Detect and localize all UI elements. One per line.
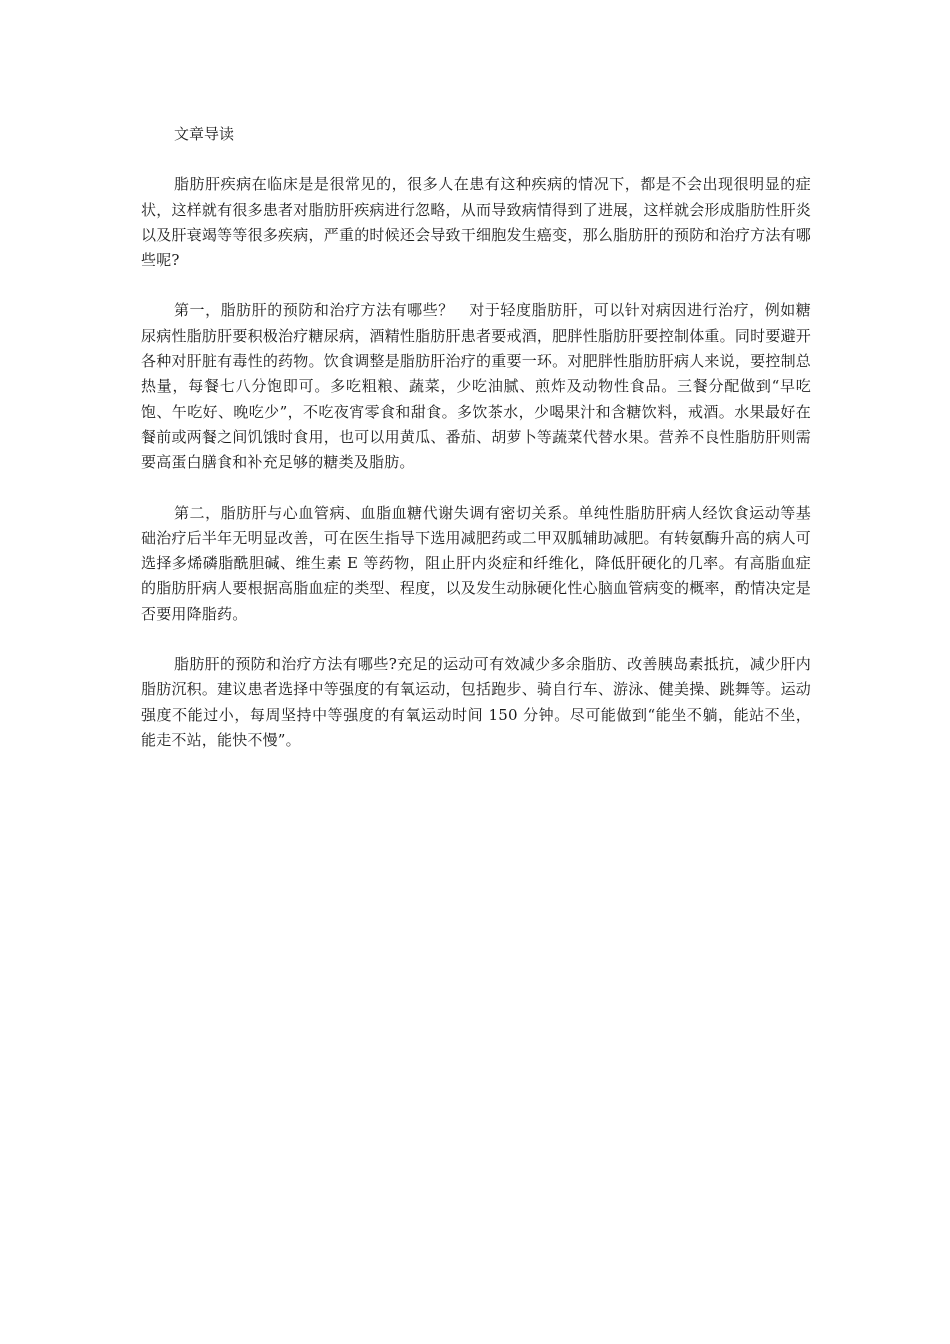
- second-point-paragraph: 第二，脂肪肝与心血管病、血脂血糖代谢失调有密切关系。单纯性脂肪肝病人经饮食运动等基础治疗后半年无明显改善，可在医生指导下选用减肥药或二甲双胍辅助减肥。有转氨酶升高的病人可选择多烯磷脂酰胆碱、维生素 E 等药物，阻止肝内炎症和纤维化，降低肝硬化的几率。有高脂血症的脂肪肝病人要根据高脂血症的类型、程度，以及发生动脉硬化性心脑血管病变的概率，酌情决定是否要用降脂药。: [141, 503, 811, 623]
- article-body: [141, 122, 811, 778]
- first-point-paragraph: 第一，脂肪肝的预防和治疗方法有哪些？ 对于轻度脂肪肝，可以针对病因进行治疗，例如糖尿病性脂肪肝要积极治疗糖尿病，酒精性脂肪肝患者要戒酒，肥胖性脂肪肝要控制体重。同时要避开各种对肝脏有毒性的药物。饮食调整是脂肪肝治疗的重要一环。对肥胖性脂肪肝病人来说，要控制总热量，每餐七八分饱即可。多吃粗粮、蔬菜，少吃油腻、煎炸及动物性食品。三餐分配做到“早吃饱、午吃好、晚吃少”，不吃夜宵零食和甜食。多饮茶水，少喝果汁和含糖饮料，戒酒。水果最好在餐前或两餐之间饥饿时食用，也可以用黄瓜、番茄、胡萝卜等蔬菜代替水果。营养不良性脂肪肝则需要高蛋白膳食和补充足够的糖类及脂肪。: [141, 301, 811, 472]
- intro-paragraph: 脂肪肝疾病在临床是是很常见的，很多人在患有这种疾病的情况下，都是不会出现很明显的症状，这样就有很多患者对脂肪肝疾病进行忽略，从而导致病情得到了进展，这样就会形成脂肪性肝炎以及肝衰竭等等很多疾病，严重的时候还会导致干细胞发生癌变，那么脂肪肝的预防和治疗方法有哪些呢?: [141, 175, 811, 270]
- exercise-paragraph: 脂肪肝的预防和治疗方法有哪些?充足的运动可有效减少多余脂肪、改善胰岛素抵抗，减少肝内脂肪沉积。建议患者选择中等强度的有氧运动，包括跑步、骑自行车、游泳、健美操、跳舞等。运动强度不能过小，每周坚持中等强度的有氧运动时间 150 分钟。尽可能做到“能坐不躺，能站不坐，能走不站，能快不慢”。: [141, 655, 811, 749]
- article-heading: 文章导读: [174, 125, 235, 143]
